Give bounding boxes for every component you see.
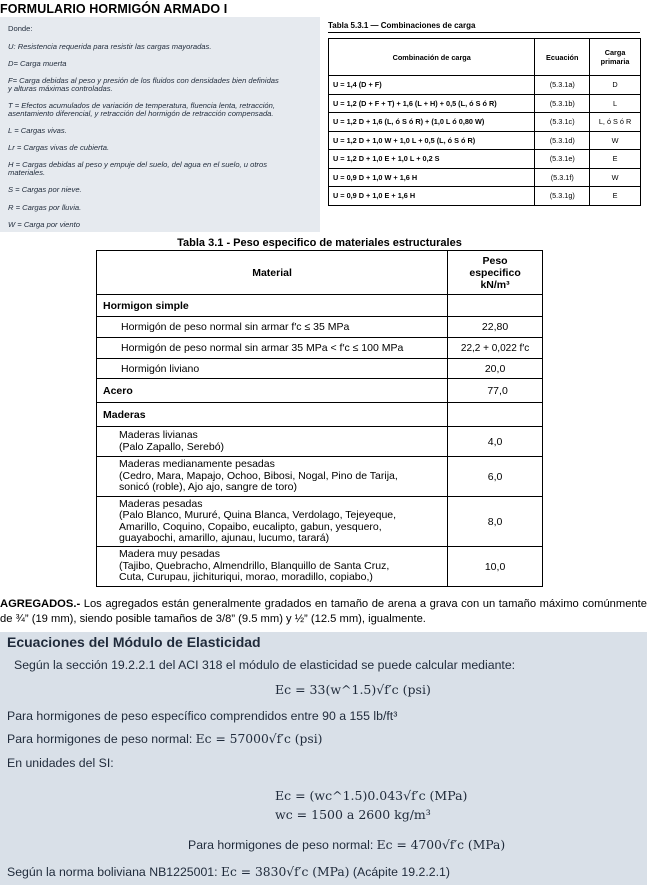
formula-wc-range: wc = 1500 a 2600 kg/m³ <box>275 807 431 822</box>
table-row <box>97 317 543 338</box>
table-header-row <box>329 39 641 76</box>
normal-weight-mpa-line <box>188 838 505 852</box>
primary-load-cell: E <box>590 150 641 169</box>
table-row <box>329 168 641 187</box>
section-row <box>97 379 543 403</box>
value-cell: 22,80 <box>448 317 543 338</box>
table-row <box>97 547 543 587</box>
header-peso-line: especifico <box>469 266 521 279</box>
combination-cell: U = 1,2 D + 1,6 (L, ó S ó R) + (1,0 L ó 0,80 W) <box>329 113 535 132</box>
col-header-ecuacion: Ecuación <box>535 39 590 76</box>
caption-rule <box>328 32 640 33</box>
combination-cell: U = 1,4 (D + F) <box>329 76 535 95</box>
line-label: Según la norma boliviana NB1225001: <box>7 865 221 879</box>
formula-ec-57000: Ec = 57000√f′c (psi) <box>195 732 323 746</box>
material-cell: Hormigón de peso normal sin armar 35 MPa < f′c ≤ 100 MPa <box>97 338 448 359</box>
def-l: L = Cargas vivas. <box>8 126 67 135</box>
elasticity-equations-panel <box>0 632 647 885</box>
table-row <box>329 76 641 95</box>
header-peso-line: kN/m³ <box>480 278 510 291</box>
equation-cell: (5.3.1f) <box>535 168 590 187</box>
primary-load-cell: L <box>590 94 641 113</box>
load-combinations-table <box>328 38 641 206</box>
def-h-2: materiales. <box>8 168 46 177</box>
equation-cell: (5.3.1a) <box>535 76 590 95</box>
table-31-caption: Tabla 3.1 - Peso especifico de materiales estructurales <box>177 237 462 249</box>
value-cell: 6,0 <box>448 457 543 497</box>
equation-cell: (5.3.1g) <box>535 187 590 206</box>
nb1225001-line <box>7 865 450 879</box>
def-r: R = Cargas por lluvia. <box>8 203 82 212</box>
def-t-1: T = Efectos acumulados de variación de temperatura, fluencia lenta, retracción, <box>8 101 275 110</box>
col-header-carga-primaria: Carga primaria <box>590 39 641 76</box>
def-d: D= Carga muerta <box>8 59 67 68</box>
equations-intro: Según la sección 19.2.2.1 del ACI 318 el módulo de elasticidad se puede calcular mediante: <box>14 658 516 672</box>
value-cell: 8,0 <box>448 497 543 547</box>
si-units-label: En unidades del SI: <box>7 756 114 770</box>
combination-cell: U = 0,9 D + 1,0 E + 1,6 H <box>329 187 535 206</box>
value-cell: 4,0 <box>448 427 543 457</box>
header-peso-line: Peso <box>482 254 508 267</box>
section-label: Acero <box>97 379 448 403</box>
section-row <box>97 403 543 427</box>
table-header-row <box>97 251 543 295</box>
formula-ec-si: Ec = (wc^1.5)0.043√f′c (MPa) <box>275 788 468 803</box>
col-header-material: Material <box>97 251 448 295</box>
normal-weight-psi-line <box>7 732 322 746</box>
agregados-label: AGREGADOS.- <box>0 598 81 610</box>
definitions-panel <box>0 17 320 232</box>
material-line: (Palo Blanco, Mururé, Quina Blanca, Verdolago, Tejeyeque, <box>119 509 397 521</box>
value-cell: 22,2 + 0,022 f′c <box>448 338 543 359</box>
def-f-1: F= Carga debidas al peso y presión de los fluidos con densidades bien definidas <box>8 76 279 85</box>
material-line: Madera muy pesadas <box>119 548 220 561</box>
table-row <box>329 113 641 132</box>
line-label: Para hormigones de peso normal: <box>188 838 377 852</box>
empty-cell <box>448 295 543 317</box>
table-row <box>97 457 543 497</box>
formula-ec-4700: Ec = 4700√f′c (MPa) <box>376 838 506 852</box>
equations-heading: Ecuaciones del Módulo de Elasticidad <box>7 634 261 650</box>
material-line: guayabochi, amarillo, ajunau, lucumo, tarará) <box>119 532 330 544</box>
combination-cell: U = 1,2 D + 1,0 W + 1,0 L + 0,5 (L, ó S ó R) <box>329 131 535 150</box>
primary-load-cell: W <box>590 168 641 187</box>
material-cell: Hormigón liviano <box>97 359 448 379</box>
value-cell: 20,0 <box>448 359 543 379</box>
table-row <box>97 338 543 359</box>
material-line: (Tajibo, Quebracho, Almendrillo, Blanquillo de Santa Cruz, <box>119 559 390 572</box>
primary-load-cell: D <box>590 76 641 95</box>
section-label: Hormigon simple <box>97 295 448 317</box>
def-h-1: H = Cargas debidas al peso y empuje del suelo, del agua en el suelo, u otros <box>8 160 267 169</box>
material-line: sonicó (roble), Ajo ajo, sangre de toro) <box>119 481 298 494</box>
material-line: Maderas pesadas <box>119 497 203 510</box>
primary-load-cell: E <box>590 187 641 206</box>
combination-cell: U = 0,9 D + 1,0 W + 1,6 H <box>329 168 535 187</box>
col-header-peso <box>448 251 543 295</box>
table-row <box>329 187 641 206</box>
range-text: Para hormigones de peso específico comprendidos entre 90 a 155 lb/ft³ <box>7 709 398 723</box>
def-u: U: Resistencia requerida para resistir las cargas mayoradas. <box>8 42 212 51</box>
table-row <box>97 427 543 457</box>
line-label: Para hormigones de peso normal: <box>7 732 196 746</box>
combination-cell: U = 1,2 (D + F + T) + 1,6 (L + H) + 0,5 (L, ó S ó R) <box>329 94 535 113</box>
material-line: (Palo Zapallo, Serebó) <box>119 440 225 453</box>
def-lr: Lr = Cargas vivas de cubierta. <box>8 143 110 152</box>
material-cell <box>97 427 448 457</box>
table-531-caption: Tabla 5.3.1 — Combinaciones de carga <box>328 21 476 30</box>
agregados-paragraph <box>0 597 647 627</box>
material-line: Maderas medianamente pesadas <box>119 458 275 471</box>
page-title: FORMULARIO HORMIGÓN ARMADO I <box>0 2 228 16</box>
value-cell: 10,0 <box>448 547 543 587</box>
equation-cell: (5.3.1c) <box>535 113 590 132</box>
clause-reference: (Acápite 19.2.2.1) <box>349 865 450 879</box>
material-line: Amarillo, Coquino, Copaibo, eucalipto, gabun, yesquero, <box>119 520 382 533</box>
def-s: S = Cargas por nieve. <box>8 185 82 194</box>
agregados-text: Los agregados están generalmente gradados en tamaño de arena a grava con un tamaño máximo comúnmente de ¾” (19 mm), siendo posible tamaños de 3/8” (9.5 mm) y ½” (12.5 mm), igualmente. <box>0 598 647 625</box>
primary-load-cell: L, ó S ó R <box>590 113 641 132</box>
definitions-heading: Donde: <box>8 24 33 33</box>
material-cell <box>97 457 448 497</box>
material-line: Maderas livianas <box>119 429 198 441</box>
def-w: W = Carga por viento <box>8 220 80 229</box>
table-row <box>97 497 543 547</box>
table-row <box>329 94 641 113</box>
load-combinations-table-panel <box>320 17 647 232</box>
formula-ec-3830: Ec = 3830√f′c (MPa) <box>220 865 350 879</box>
section-row <box>97 295 543 317</box>
combination-cell: U = 1,2 D + 1,0 E + 1,0 L + 0,2 S <box>329 150 535 169</box>
section-label: Maderas <box>97 403 448 427</box>
empty-cell <box>448 403 543 427</box>
equation-cell: (5.3.1e) <box>535 150 590 169</box>
def-f-2: y alturas máximas controladas. <box>8 84 113 93</box>
formula-ec-psi: Ec = 33(w^1.5)√f′c (psi) <box>275 682 431 697</box>
table-row <box>329 131 641 150</box>
primary-load-cell: W <box>590 131 641 150</box>
material-line: Cuta, Curupau, jichituriqui, morao, moradillo, copiabo,) <box>119 571 373 584</box>
material-line: (Cedro, Mara, Mapajo, Ochoo, Bibosi, Nogal, Pino de Tarija, <box>119 469 398 482</box>
material-cell: Hormigón de peso normal sin armar f′c ≤ 35 MPa <box>97 317 448 338</box>
table-row <box>97 359 543 379</box>
material-cell <box>97 497 448 547</box>
material-cell <box>97 547 448 587</box>
col-header-combinacion: Combinación de carga <box>329 39 535 76</box>
unit-weight-table <box>96 250 543 587</box>
equation-cell: (5.3.1b) <box>535 94 590 113</box>
def-t-2: asentamiento diferencial, y retracción del hormigón de retracción compensada. <box>8 109 274 118</box>
table-row <box>329 150 641 169</box>
value-cell: 77,0 <box>448 379 543 403</box>
equation-cell: (5.3.1d) <box>535 131 590 150</box>
